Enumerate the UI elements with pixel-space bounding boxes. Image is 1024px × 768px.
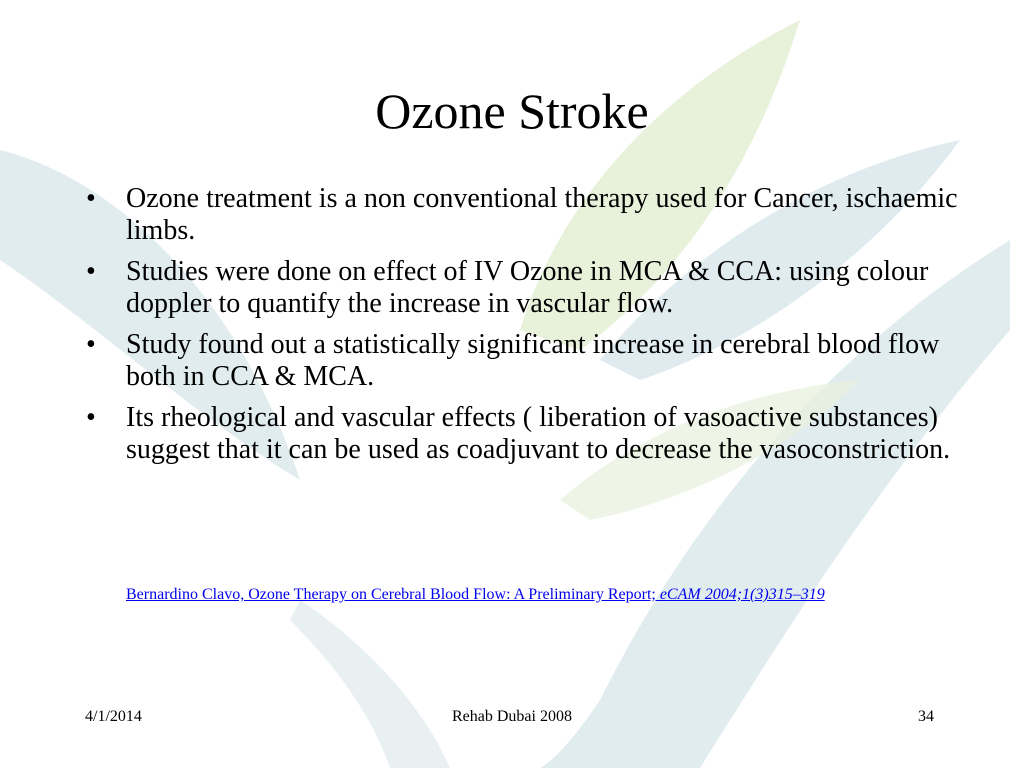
bullet-item bbox=[86, 402, 966, 466]
bullet-text: Study found out a statistically significant increase in cerebral blood flow both in CCA & MCA. bbox=[126, 329, 940, 392]
reference-link[interactable] bbox=[126, 585, 886, 604]
bullet-marker: • bbox=[86, 256, 96, 287]
bullet-list bbox=[86, 183, 966, 475]
footer-date: 4/1/2014 bbox=[85, 708, 142, 725]
bullet-item bbox=[86, 329, 966, 393]
footer-page-number: 34 bbox=[918, 708, 934, 725]
bullet-text: Studies were done on effect of IV Ozone in MCA & CCA: using colour doppler to quantify the increase in vascular flow. bbox=[126, 256, 929, 319]
bullet-item bbox=[86, 183, 966, 247]
bullet-marker: • bbox=[86, 329, 96, 360]
bullet-marker: • bbox=[86, 402, 96, 433]
reference-journal[interactable]: eCAM 2004;1(3)315–319 bbox=[659, 586, 825, 603]
reference-text[interactable]: Bernardino Clavo, Ozone Therapy on Cerebral Blood Flow: A Preliminary Report; bbox=[126, 586, 660, 603]
bullet-item bbox=[86, 256, 966, 320]
leaf-shape bbox=[290, 600, 450, 768]
footer-center-text: Rehab Dubai 2008 bbox=[452, 708, 572, 725]
bullet-marker: • bbox=[86, 183, 96, 214]
bullet-text: Its rheological and vascular effects ( liberation of vasoactive substances) suggest that it can be used as coadjuvant to decrease the vasoconstriction. bbox=[126, 402, 951, 465]
slide-title: Ozone Stroke bbox=[375, 83, 649, 139]
bullet-text: Ozone treatment is a non conventional therapy used for Cancer, ischaemic limbs. bbox=[126, 183, 958, 246]
